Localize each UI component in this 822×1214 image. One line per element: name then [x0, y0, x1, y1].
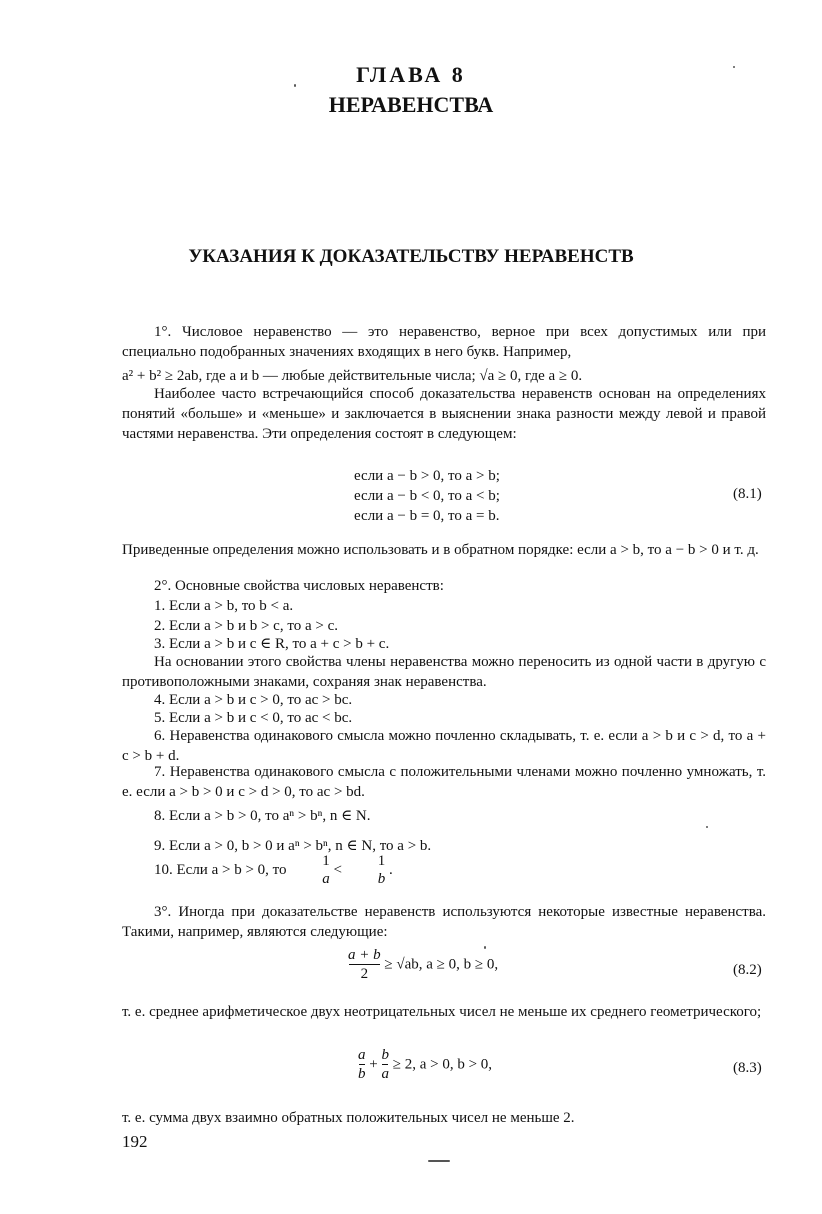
scan-speck: [733, 66, 735, 68]
frac-num: 1: [322, 853, 330, 869]
section-title: УКАЗАНИЯ К ДОКАЗАТЕЛЬСТВУ НЕРАВЕНСТВ: [188, 246, 634, 267]
scan-speck: [428, 1160, 450, 1162]
eq81-line-1: если a − b > 0, то a > b;: [354, 468, 500, 484]
eq83-fraction-a-over-b: [358, 1046, 366, 1083]
eq83: [358, 1046, 618, 1083]
plus-sign: +: [369, 1056, 378, 1073]
paragraph-4: 2°. Основные свойства числовых неравенств:: [154, 578, 444, 594]
eq81-line-3: если a − b = 0, то a = b.: [354, 508, 500, 524]
property-4: 4. Если a > b и c > 0, то ac > bc.: [154, 692, 353, 708]
eq82-fraction: [348, 946, 381, 983]
chapter-title: НЕРАВЕНСТВА: [328, 92, 494, 117]
frac-num: a: [358, 1047, 366, 1063]
paragraph-5: На основании этого свойства члены неравенства можно переносить из одной части в другую с противоположными знаками, сохраняя знак неравенства.: [122, 654, 766, 690]
page-number: 192: [122, 1132, 148, 1151]
eq82-den: 2: [360, 966, 369, 982]
eq82: [348, 946, 608, 983]
eq82-number: (8.2): [733, 962, 762, 978]
eq83-rest: ≥ 2, a > 0, b > 0,: [392, 1056, 493, 1073]
paragraph-2: Наиболее часто встречающийся способ доказательства неравенств основан на определениях понятий «больше» и «меньше» и заключается в выяснении знака разности между левой и правой частями неравенства. Эти определения состоят в следующем:: [122, 386, 766, 442]
paragraph-7: т. е. среднее арифметическое двух неотрицательных чисел не меньше их среднего геометрического;: [122, 1004, 762, 1020]
property-9: 9. Если a > 0, b > 0 и aⁿ > bⁿ, n ∈ N, то a > b.: [154, 838, 432, 854]
paragraph-8: т. е. сумма двух взаимно обратных положительных чисел не меньше 2.: [122, 1110, 575, 1126]
eq83-number: (8.3): [733, 1060, 762, 1076]
less-than-sign: <: [333, 862, 342, 878]
scan-speck: [484, 946, 486, 949]
frac-num: 1: [377, 853, 386, 869]
fraction-1-over-b: [346, 852, 386, 888]
eq81-number: (8.1): [733, 486, 762, 502]
property-8: 8. Если a > b > 0, то aⁿ > bⁿ, n ∈ N.: [154, 808, 371, 824]
frac-den: b: [377, 871, 386, 887]
eq83-fraction-b-over-a: [381, 1046, 389, 1083]
property-3: 3. Если a > b и c ∈ R, то a + c > b + c.: [154, 636, 390, 652]
eq81-line-2: если a − b < 0, то a < b;: [354, 488, 500, 504]
paragraph-3: Приведенные определения можно использовать и в обратном порядке: если a > b, то a − b > 0 и т. д.: [122, 542, 759, 558]
scan-speck: [706, 826, 708, 828]
property-5: 5. Если a > b и c < 0, то ac < bc.: [154, 710, 353, 726]
property-7: 7. Неравенства одинакового смысла с положительными членами можно почленно умножать, т. е. если a > b > 0 и c > d > 0, то ac > bd.: [122, 764, 766, 800]
frac-den: a: [381, 1066, 389, 1082]
paragraph-1-text: Числовое неравенство — это неравенство, верное при всех допустимых или при специально подобранных значениях входящих в него букв. Например,: [122, 324, 767, 360]
chapter-number: ГЛАВА 8: [356, 62, 466, 87]
frac-num: b: [381, 1047, 389, 1063]
paragraph-6: 3°. Иногда при доказательстве неравенств используются некоторые известные неравенства. Такими, например, являются следующие:: [122, 904, 766, 940]
eq82-rest: ≥ √ab, a ≥ 0, b ≥ 0,: [384, 956, 499, 973]
paragraph-1-example: a² + b² ≥ 2ab, где a и b — любые действительные числа; √a ≥ 0, где a ≥ 0.: [122, 368, 583, 384]
property-2: 2. Если a > b и b > c, то a > c.: [154, 618, 338, 634]
property-6: 6. Неравенства одинакового смысла можно почленно складывать, т. е. если a > b и c > d, то a + c > b + d.: [122, 728, 766, 764]
eq82-num: a + b: [348, 947, 381, 963]
property-10: [122, 852, 766, 888]
scan-speck: [294, 84, 296, 87]
property-1: 1. Если a > b, то b < a.: [154, 598, 294, 614]
fraction-1-over-a: [290, 852, 330, 888]
paragraph-1: [122, 322, 766, 362]
frac-den: a: [322, 871, 330, 887]
paragraph-1-marker: 1°.: [154, 324, 172, 340]
frac-den: b: [358, 1066, 366, 1082]
property-10-end: .: [389, 862, 393, 878]
property-10-prefix: 10. Если a > b > 0, то: [154, 862, 287, 878]
